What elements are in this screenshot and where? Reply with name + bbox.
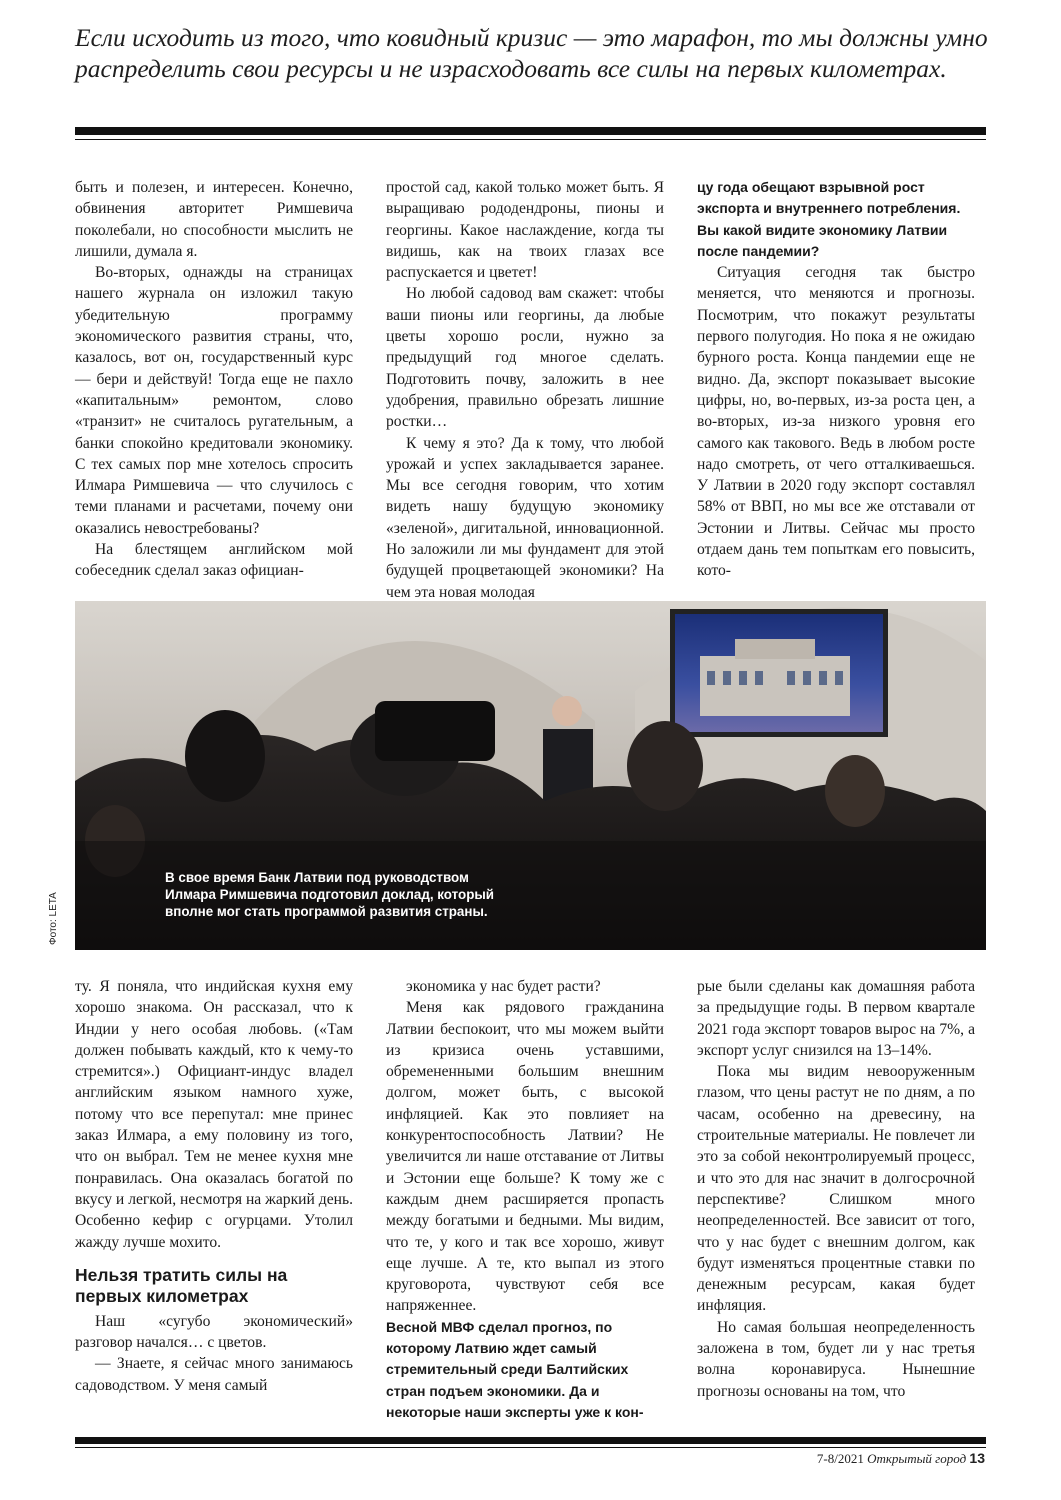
paragraph: — Знаете, я сейчас много занимаюсь садоводством. У меня самый	[75, 1355, 353, 1394]
column-1-top	[75, 177, 353, 587]
bottom-rule	[75, 1437, 986, 1444]
column-3-bottom	[697, 976, 975, 1431]
paragraph: экономика у нас будет расти?	[406, 978, 601, 995]
paragraph: Но любой садовод вам скажет: чтобы ваши пионы или георгины, да любые цветы хорошо росли, нужно за предыдущий год многое сделать. Подготовить почву, заложить в нее удобрения, правильно обрезать лишние ростки…	[386, 285, 664, 431]
top-rule	[75, 127, 986, 135]
paragraph: На блестящем английском мой собеседник сделал заказ официан-	[75, 541, 353, 580]
column-2-bottom	[386, 976, 664, 1431]
page-footer	[817, 1450, 985, 1467]
paragraph: Наш «сугубо экономический» разговор начался… с цветов.	[75, 1312, 353, 1352]
paragraph: Пока мы видим невооруженным глазом, что цены растут не по дням, а по часам, особенно на древесину, на строительные материалы. Не повлечет ли это за собой неконтролируемый процесс, и что это для нас значит в долгосрочной перспективе? Слишком много неопределенностей. Все зависит от того, что у нас будет с внешним долгом, как будут изменяться процентные ставки по денежным ресурсам, какая будет инфляция.	[697, 1063, 975, 1315]
interview-question: цу года обещают взрывной рост экспорта и внутреннего потребления. Вы какой видите экономику Латвии после пандемии?	[697, 179, 961, 259]
pull-quote: Если исходить из того, что ковидный кризис — это марафон, то мы должны умно распределить свои ресурсы и не израсходовать все силы на первых километрах.	[75, 23, 988, 83]
page-number: 13	[969, 1450, 985, 1466]
photo-caption: В свое время Банк Латвии под руководством Илмара Римшевича подготовил доклад, который вполне мог стать программой развития страны.	[165, 870, 495, 919]
column-3-top	[697, 177, 975, 587]
paragraph: К чему я это? Да к тому, что любой урожай и успех закладывается заранее. Мы все сегодня говорим, что хотим видеть нашу будущую экономику «зеленой», дигитальной, инновационной. Но заложили ли мы фундамент для этой будущей процветающей экономики? На чем эта новая молодая	[386, 434, 664, 601]
paragraph: Во-вторых, однажды на страницах нашего журнала он изложил такую убедительную программу экономического развития страны, что, казалось, вот он, государственный курс — бери и действуй! Тогда еще не пахло «капитальным» ремонтом, слово «транзит» не считалось ругательным, а банки спокойно кредитовали экономику. С тех самых пор мне хотелось спросить Илмара Римшевича — что случилось с теми планами и расчетами, почему они оказались невостребованы?	[75, 264, 353, 537]
paragraph: простой сад, какой только может быть. Я выращиваю рододендроны, пионы и георгины. Какое наслаждение, когда ты видишь, как на твоих глазах все распускается и цветет!	[386, 179, 664, 282]
paragraph: Ситуация сегодня так быстро меняется, что меняются и прогнозы. Посмотрим, что покажут результаты первого полугодия. Но пока я не ожидаю бурного роста. Конца пандемии еще не видно. Да, экспорт показывает высокие цифры, но, во-первых, из-за роста цен, а во-вторых, из-за низкого уровня его самого как такового. Ведь в любом росте надо смотреть, от чего отталкиваешься. У Латвии в 2020 году экспорт составлял 58% от ВВП, но мы все же отставали от Эстонии и Литвы. Сейчас мы просто отдаем дань тем попыткам его повысить, кото-	[697, 264, 975, 580]
paragraph: Но самая большая неопределенность заложена в том, будет ли у нас третья волна коронавируса. Нынешние прогнозы основаны на том, что	[697, 1318, 975, 1400]
magazine-name: Открытый город	[867, 1451, 967, 1466]
paragraph: Меня как рядового гражданина Латвии беспокоит, что мы можем выйти из кризиса очень уставшими, обремененными большим внешним долгом, может быть, с высокой инфляцией. Как это повлияет на конкурентоспособность Латвии? Не увеличится ли наше отставание от Литвы и Эстонии еще больше? К тому же с каждым днем расширяется пропасть между богатыми и бедными. Мы видим, что те, у кого и так все хорошо, живут еще лучше. А те, кто выпал из этого круговорота, чувствуют себя все напряженнее.	[386, 999, 664, 1315]
issue-number: 7-8/2021	[816, 1451, 864, 1466]
press-conference-photo	[75, 601, 986, 950]
paragraph: рые были сделаны как домашняя работа за предыдущие годы. В первом квартале 2021 года экспорт товаров вырос на 7%, а экспорт услуг снизился на 13–14%.	[697, 978, 975, 1059]
bottom-rule-thin	[75, 1447, 986, 1448]
paragraph: быть и полезен, и интересен. Конечно, обвинения авторитет Римшевича поколебали, но способности мыслить не лишили, думала я.	[75, 179, 353, 260]
column-2-top	[386, 177, 664, 601]
top-rule-thin	[75, 139, 986, 140]
photo-credit: Фото: LETA	[48, 892, 59, 945]
paragraph: ту. Я поняла, что индийская кухня ему хорошо знакома. Он рассказал, что к Индии у него особая любовь. («Там должен побывать каждый, кто к чему-то стремится».) Официант-индус владел английским языком намного хуже, потому что все перепутал: мне принес заказ Илмара, а ему половину из того, что он выбрал. Тем не менее кухня мне понравилась. Она оказалась богатой по вкусу и легкой, несмотря на жаркий день. Особенно кефир с огурцами. Утолил жажду лучше мохито.	[75, 978, 353, 1251]
interview-question: Весной МВФ сделал прогноз, по которому Латвию ждет самый стремительный среди Балтийских стран подъем экономики. Да и некоторые наши эксперты уже к кон-	[386, 1318, 644, 1420]
column-1-bottom	[75, 976, 353, 1431]
section-heading: Нельзя тратить силы на первых километрах	[75, 1264, 288, 1306]
